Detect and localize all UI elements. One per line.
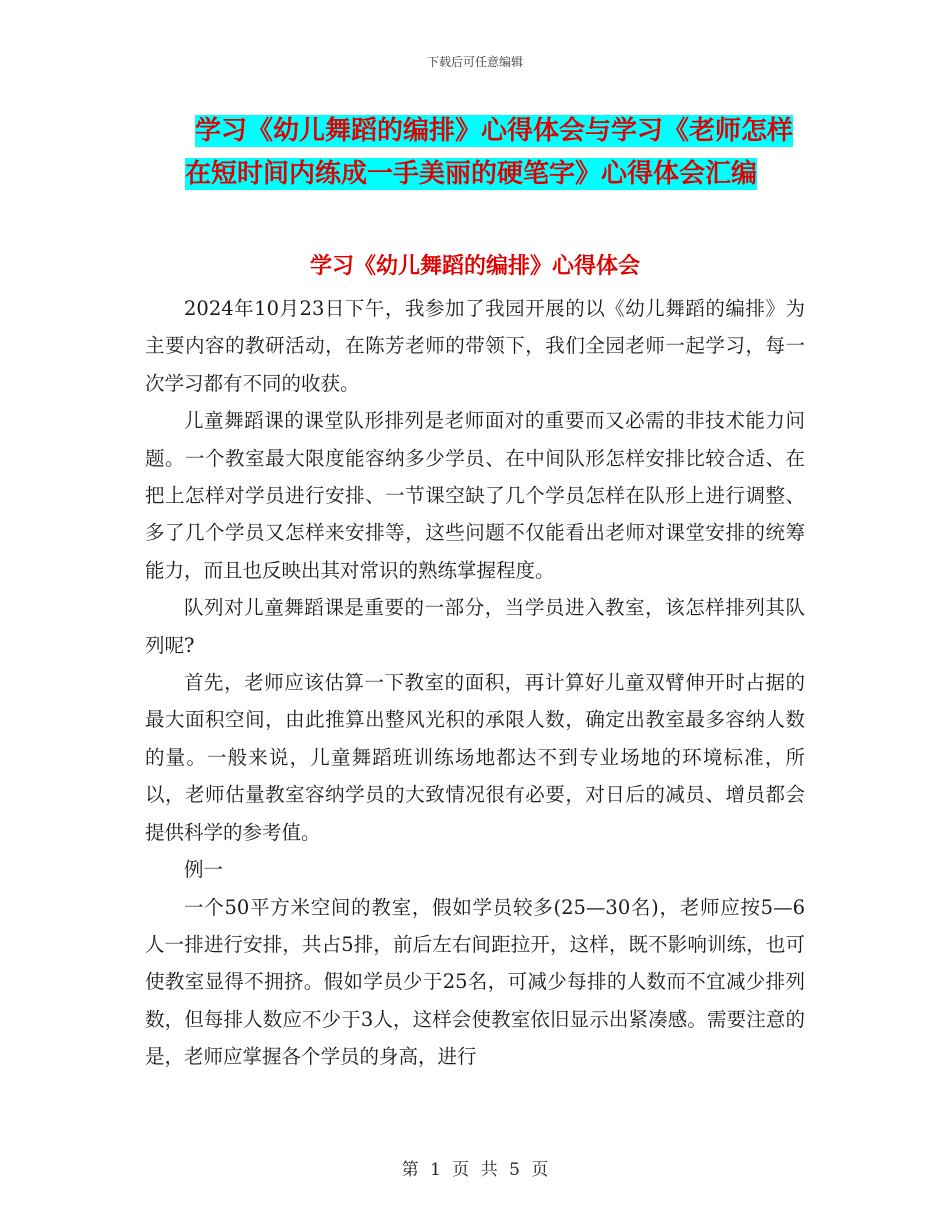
paragraph: 队列对儿童舞蹈课是重要的一部分，当学员进入教室，该怎样排列其队列呢?: [145, 596, 805, 657]
page-footer-number: 第 1 页 共 5 页: [401, 1160, 549, 1180]
section-title: 学习《幼儿舞蹈的编排》心得体会: [309, 254, 640, 279]
document-body: [145, 290, 805, 1076]
document-title-line-1: [195, 116, 835, 146]
paragraph: 一个50平方米空间的教室，假如学员较多(25—30名)，老师应按5—6人一排进行安排，共占5排，前后左右间距拉开，这样，既不影响训练，也可使教室显得不拥挤。假如学员少于25名，可减少每排的人数而不宜减少排列数，但每排人数应不少于3人，这样会使教室依旧显示出紧凑感。需要注意的是，老师应掌握各个学员的身高，进行: [145, 895, 805, 1069]
document-title-line-1-text: 学习《幼儿舞蹈的编排》心得体会与学习《老师怎样: [195, 116, 794, 146]
document-title-line-2: [185, 159, 825, 189]
document-title-line-2-text: 在短时间内练成一手美丽的硬笔字》心得体会汇编: [185, 159, 758, 189]
paragraph: 首先，老师应该估算一下教室的面积，再计算好儿童双臂伸开时占据的最大面积空间，由此推算出整风光积的承限人数，确定出教室最多容纳人数的量。一般来说，儿童舞蹈班训练场地都达不到专业场地的环境标准，所以，老师估量教室容纳学员的大致情况很有必要，对日后的减员、增员都会提供科学的参考值。: [145, 671, 805, 844]
paragraph: 2024年10月23日下午，我参加了我园开展的以《幼儿舞蹈的编排》为主要内容的教研活动，在陈芳老师的带领下，我们全园老师一起学习，每一次学习都有不同的收获。: [145, 297, 805, 395]
page-header-note: 下载后可任意编辑: [426, 55, 523, 69]
paragraph: 例一: [184, 858, 224, 882]
paragraph: 儿童舞蹈课的课堂队形排列是老师面对的重要而又必需的非技术能力问题。一个教室最大限度能容纳多少学员、在中间队形怎样安排比较合适、在把上怎样对学员进行安排、一节课空缺了几个学员怎样在队形上进行调整、多了几个学员又怎样来安排等，这些问题不仅能看出老师对课堂安排的统筹能力，而且也反映出其对常识的熟练掌握程度。: [145, 409, 805, 582]
